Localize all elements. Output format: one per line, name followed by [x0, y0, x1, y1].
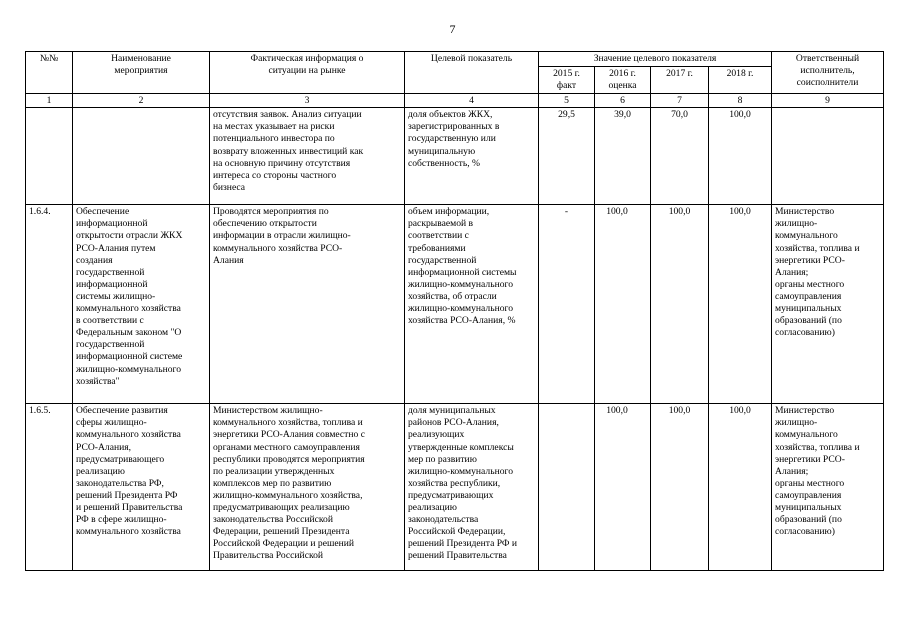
header-year-2018: 2018 г. [709, 67, 772, 94]
value-2018: 100,0 [709, 108, 772, 205]
value-2015 [539, 404, 595, 571]
target-indicator: доля объектов ЖКХ, зарегистрированных в государственную или муниципальную собственность, % [405, 108, 539, 205]
measures-table [25, 51, 884, 571]
header-target-indicator: Целевой показатель [405, 52, 539, 94]
market-info: Министерством жилищно- коммунального хозяйства, топлива и энергетики РСО-Алания совместно с органами местного самоуправления республики проводятся мероприятия по реализации утвержденных комплексов мер по развитию жилищно-коммунального хозяйства, предусматривающих реализацию законодательства Российской Федерации, решений Президента Российской Федерации и решений Правительства Российской [210, 404, 405, 571]
measure-name: Обеспечение информационной открытости отрасли ЖКХ РСО-Алания путем создания государственной информационной системы жилищно- коммунального хозяйства в соответствии с Федеральным законом "О государственной информационной системе жилищно-коммунального хозяйства" [73, 205, 210, 404]
responsible: Министерство жилищно- коммунального хозяйства, топлива и энергетики РСО- Алания; органы местного самоуправления муниципальных образований (по согласованию) [772, 205, 884, 404]
header-indicator-values: Значение целевого показателя [539, 52, 772, 67]
target-indicator: объем информации, раскрываемой в соответствии с требованиями государственной информационной системы жилищно-коммунального хозяйства, об отрасли жилищно-коммунального хозяйства РСО-Алания, % [405, 205, 539, 404]
column-number: 8 [709, 94, 772, 108]
column-number: 4 [405, 94, 539, 108]
header-year-2016: 2016 г. оценка [595, 67, 651, 94]
table-row [26, 108, 884, 205]
header-measure-name: Наименование мероприятия [73, 52, 210, 94]
row-number [26, 108, 73, 205]
column-number: 1 [26, 94, 73, 108]
value-2015: - [539, 205, 595, 404]
value-2016: 100,0 [595, 404, 651, 571]
value-2018: 100,0 [709, 205, 772, 404]
value-2016: 100,0 [595, 205, 651, 404]
column-number: 7 [651, 94, 709, 108]
value-2015: 29,5 [539, 108, 595, 205]
header-number: №№ [26, 52, 73, 94]
measure-name [73, 108, 210, 205]
measure-name: Обеспечение развития сферы жилищно- коммунального хозяйства РСО-Алания, предусматривающего реализацию законодательства РФ, решений Президента РФ и решений Правительства РФ в сфере жилищно- коммунального хозяйства [73, 404, 210, 571]
column-numbers-row [26, 94, 884, 108]
column-number: 3 [210, 94, 405, 108]
target-indicator: доля муниципальных районов РСО-Алания, реализующих утвержденные комплексы мер по развитию жилищно-коммунального хозяйства республики, предусматривающих реализацию законодательства Российской Федерации, решений Президента РФ и решений Правительства [405, 404, 539, 571]
market-info: отсутствия заявок. Анализ ситуации на местах указывает на риски потенциального инвестора по возврату вложенных инвестиций как на основную причину отсутствия интереса со стороны частного бизнеса [210, 108, 405, 205]
value-2017: 100,0 [651, 404, 709, 571]
header-year-2017: 2017 г. [651, 67, 709, 94]
value-2017: 100,0 [651, 205, 709, 404]
page-number: 7 [449, 22, 456, 36]
header-year-2015: 2015 г. факт [539, 67, 595, 94]
market-info: Проводятся мероприятия по обеспечению открытости информации в отрасли жилищно- коммунального хозяйства РСО- Алания [210, 205, 405, 404]
header-market-info: Фактическая информация о ситуации на рынке [210, 52, 405, 94]
value-2016: 39,0 [595, 108, 651, 205]
column-number: 9 [772, 94, 884, 108]
header-row [26, 52, 884, 67]
header-responsible: Ответственный исполнитель, соисполнители [772, 52, 884, 94]
table-row [26, 205, 884, 404]
column-number: 5 [539, 94, 595, 108]
row-number: 1.6.5. [26, 404, 73, 571]
column-number: 2 [73, 94, 210, 108]
responsible [772, 108, 884, 205]
table-row [26, 404, 884, 571]
column-number: 6 [595, 94, 651, 108]
value-2017: 70,0 [651, 108, 709, 205]
row-number: 1.6.4. [26, 205, 73, 404]
responsible: Министерство жилищно- коммунального хозяйства, топлива и энергетики РСО- Алания; органы местного самоуправления муниципальных образований (по согласованию) [772, 404, 884, 571]
value-2018: 100,0 [709, 404, 772, 571]
